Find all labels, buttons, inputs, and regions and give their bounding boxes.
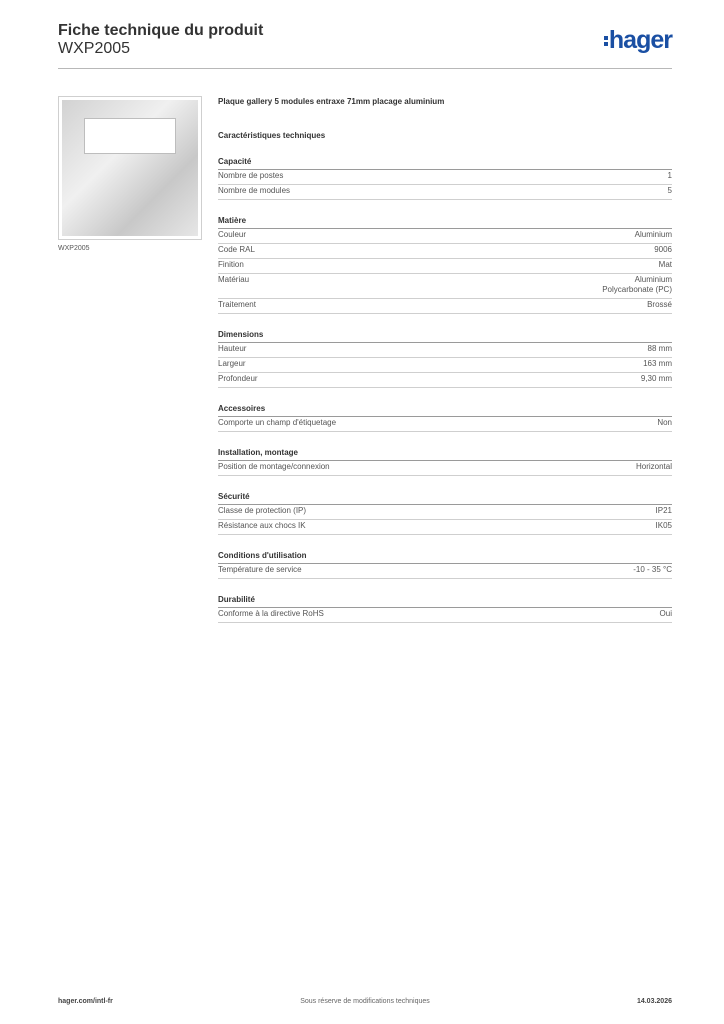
page-header [58, 22, 672, 58]
spec-value-text: 5 [667, 186, 672, 195]
plate-window [84, 118, 176, 154]
spec-value [636, 462, 672, 472]
section-title: Dimensions [218, 330, 672, 343]
section-title: Installation, montage [218, 448, 672, 461]
spec-value-text: Mat [658, 260, 672, 269]
spec-value-text: Aluminium [634, 275, 672, 284]
spec-label: Nombre de modules [218, 186, 291, 195]
spec-row [218, 299, 672, 314]
image-caption: WXP2005 [58, 245, 90, 252]
spec-value [656, 521, 672, 531]
spec-value-text: 9006 [654, 245, 672, 254]
plate-image-icon [62, 100, 198, 236]
spec-label: Hauteur [218, 344, 247, 353]
spec-label: Température de service [218, 565, 302, 574]
spec-label: Comporte un champ d'étiquetage [218, 418, 337, 427]
spec-value-text: IP21 [655, 506, 672, 515]
spec-label: Couleur [218, 230, 247, 239]
hager-logo [604, 26, 672, 55]
footer-disclaimer: Sous réserve de modifications techniques [300, 998, 430, 1005]
spec-row [218, 185, 672, 200]
spec-value [643, 359, 672, 369]
spec-sections [218, 157, 672, 623]
specs-heading: Caractéristiques techniques [218, 131, 326, 140]
section-title: Matière [218, 216, 672, 229]
spec-value-text: 9,30 mm [640, 374, 672, 383]
spec-row [218, 373, 672, 388]
spec-value-text: Non [657, 418, 672, 427]
section-title: Accessoires [218, 404, 672, 417]
spec-value [648, 344, 672, 354]
spec-value-text: Aluminium [634, 230, 672, 239]
product-image [58, 96, 202, 240]
spec-value [647, 300, 672, 310]
spec-row [218, 417, 672, 432]
section-title: Sécurité [218, 492, 672, 505]
logo-dots-icon [604, 34, 608, 48]
spec-section [218, 404, 672, 432]
footer-website: hager.com/intl-fr [58, 998, 113, 1005]
product-description: Plaque gallery 5 modules entraxe 71mm placage aluminium [218, 97, 445, 106]
spec-row [218, 608, 672, 623]
spec-value-text: IK05 [655, 521, 672, 530]
document-title: Fiche technique du produit [58, 22, 264, 39]
spec-label: Traitement [218, 300, 256, 309]
spec-value [660, 609, 672, 619]
spec-value [656, 506, 672, 516]
spec-value [668, 171, 672, 181]
header-divider [58, 68, 672, 69]
spec-row [218, 259, 672, 274]
spec-value-text: Brossé [647, 300, 672, 309]
section-title: Conditions d'utilisation [218, 551, 672, 564]
spec-value-text: Horizontal [635, 462, 672, 471]
spec-value-text: 88 mm [647, 344, 672, 353]
specs-panel [218, 97, 672, 623]
spec-row [218, 461, 672, 476]
spec-label: Largeur [218, 359, 246, 368]
spec-value-text: Polycarbonate (PC) [602, 285, 672, 294]
section-title: Durabilité [218, 595, 672, 608]
footer-date: 14.03.2026 [636, 998, 672, 1005]
spec-label: Code RAL [218, 245, 255, 254]
spec-label: Matériau [218, 275, 250, 284]
logo-text: hager [608, 26, 672, 54]
spec-value [602, 275, 672, 295]
spec-row [218, 564, 672, 579]
spec-label: Conforme à la directive RoHS [218, 609, 324, 618]
spec-row [218, 274, 672, 299]
spec-value [635, 230, 672, 240]
spec-row [218, 520, 672, 535]
spec-value [659, 260, 672, 270]
spec-row [218, 343, 672, 358]
spec-label: Profondeur [218, 374, 258, 383]
spec-row [218, 505, 672, 520]
spec-row [218, 244, 672, 259]
spec-row [218, 170, 672, 185]
spec-value-text: 163 mm [643, 359, 672, 368]
spec-section [218, 492, 672, 535]
spec-value [668, 186, 672, 196]
spec-value-text: 1 [667, 171, 672, 180]
spec-label: Nombre de postes [218, 171, 284, 180]
section-title: Capacité [218, 157, 672, 170]
spec-section [218, 330, 672, 388]
spec-value [633, 565, 672, 575]
spec-value [657, 418, 672, 428]
spec-row [218, 229, 672, 244]
spec-section [218, 157, 672, 200]
spec-label: Finition [218, 260, 244, 269]
spec-section [218, 216, 672, 314]
spec-value [641, 374, 672, 384]
spec-value-text: -10 - 35 °C [633, 565, 672, 574]
spec-label: Position de montage/connexion [218, 462, 330, 471]
spec-section [218, 448, 672, 476]
spec-label: Résistance aux chocs IK [218, 521, 306, 530]
spec-section [218, 551, 672, 579]
spec-value-text: Oui [659, 609, 672, 618]
spec-row [218, 358, 672, 373]
product-reference: WXP2005 [58, 40, 131, 57]
spec-section [218, 595, 672, 623]
spec-label: Classe de protection (IP) [218, 506, 307, 515]
spec-value [654, 245, 672, 255]
